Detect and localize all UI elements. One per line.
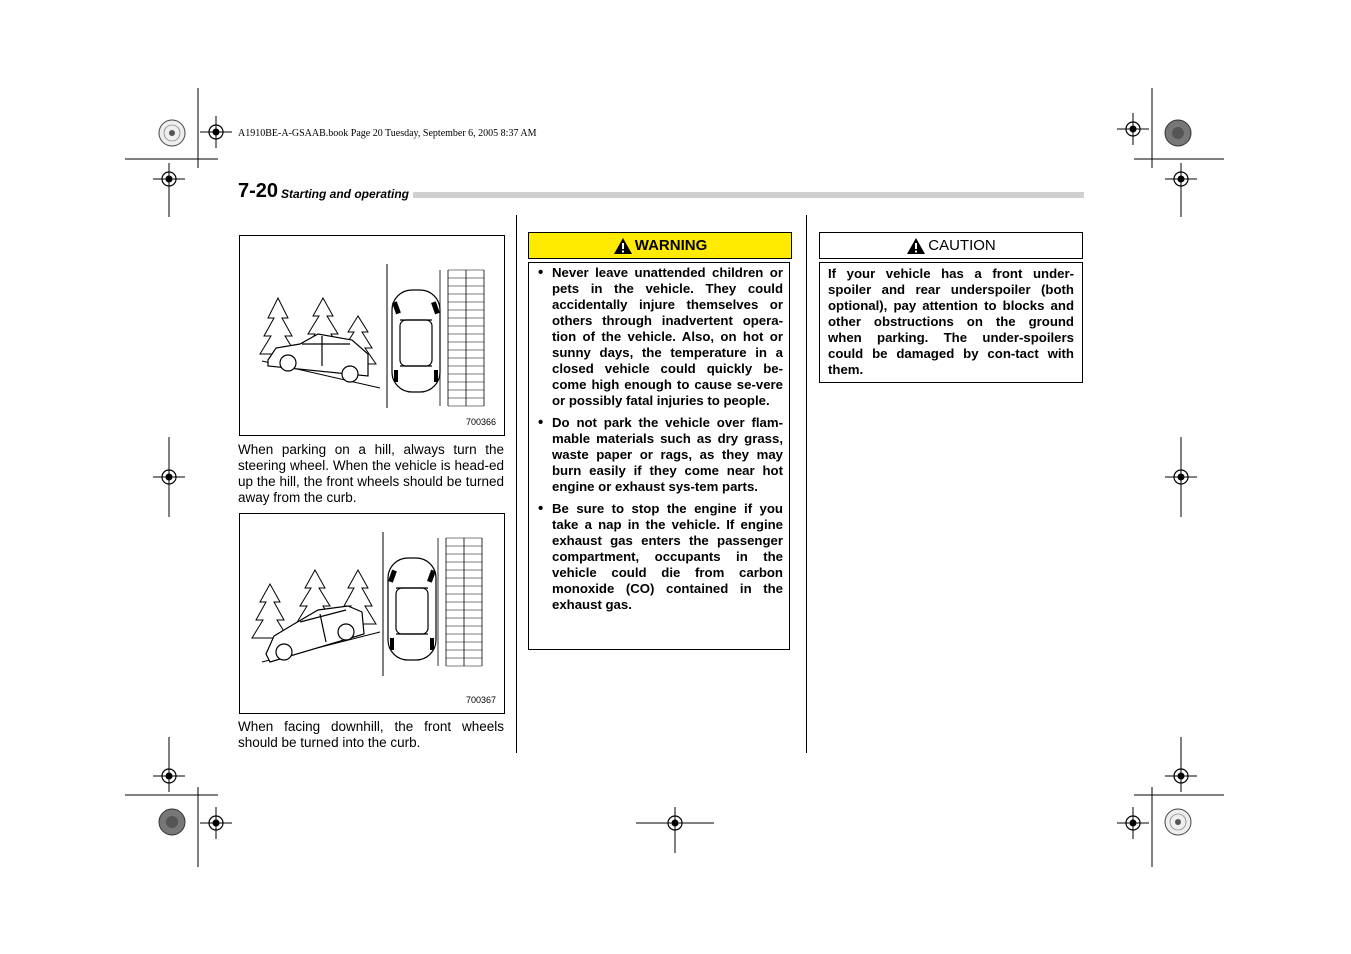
warning-item: • Be sure to stop the engine if you take a nap in the vehicle. If engine exhaust gas enters the passenger compartment, occupants in the vehicle could die from carbon monoxide (CO) contained in the exhaust gas. [529,501,783,613]
figure-downhill-parking [239,513,505,714]
warning-triangle-icon [613,237,633,255]
uphill-parking-illustration [240,236,504,435]
caution-title: CAUTION [928,237,996,254]
book-info-line: A1910BE-A-GSAAB.book Page 20 Tuesday, September 6, 2005 8:37 AM [238,128,537,139]
column-divider-2 [806,215,807,753]
caution-header [819,232,1083,259]
figure-code: 700366 [465,417,496,427]
downhill-parking-illustration [240,514,504,713]
warning-header [528,232,792,259]
page-number: 7-20 [238,180,282,203]
caution-triangle-icon [906,237,926,255]
figure-caption-downhill: When facing downhill, the front wheels should be turned into the curb. [238,719,504,750]
caution-text: If your vehicle has a front under-spoiler and rear underspoiler (both optional), pay attention to blocks and other obstructions on the ground when parking. The under-spoilers could be damaged by con-tact with them. [828,266,1074,377]
column-divider-1 [516,215,517,753]
figure-uphill-parking [239,235,505,436]
section-title: Starting and operating [281,187,413,201]
figure-caption-uphill: When parking on a hill, always turn the steering wheel. When the vehicle is head-ed up the hill, the front wheels should be turned away from the curb. [238,442,504,505]
warning-item: • Never leave unattended children or pets in the vehicle. They could accidentally injure themselves or others through inadvertent opera-tion of the vehicle. Also, on hot or sunny days, the temperature in a closed vehicle could quickly be-come high enough to cause se-vere or possibly fatal injuries to people. [529,265,783,409]
caution-body [819,262,1083,383]
warning-item: • Do not park the vehicle over flam-mable materials such as dry grass, waste paper or rags, as they may burn easily if they come near hot engine or exhaust sys-tem parts. [529,415,783,495]
warning-body [528,262,790,650]
warning-title: WARNING [634,237,708,254]
warning-list [529,265,783,613]
figure-code: 700367 [465,695,496,705]
